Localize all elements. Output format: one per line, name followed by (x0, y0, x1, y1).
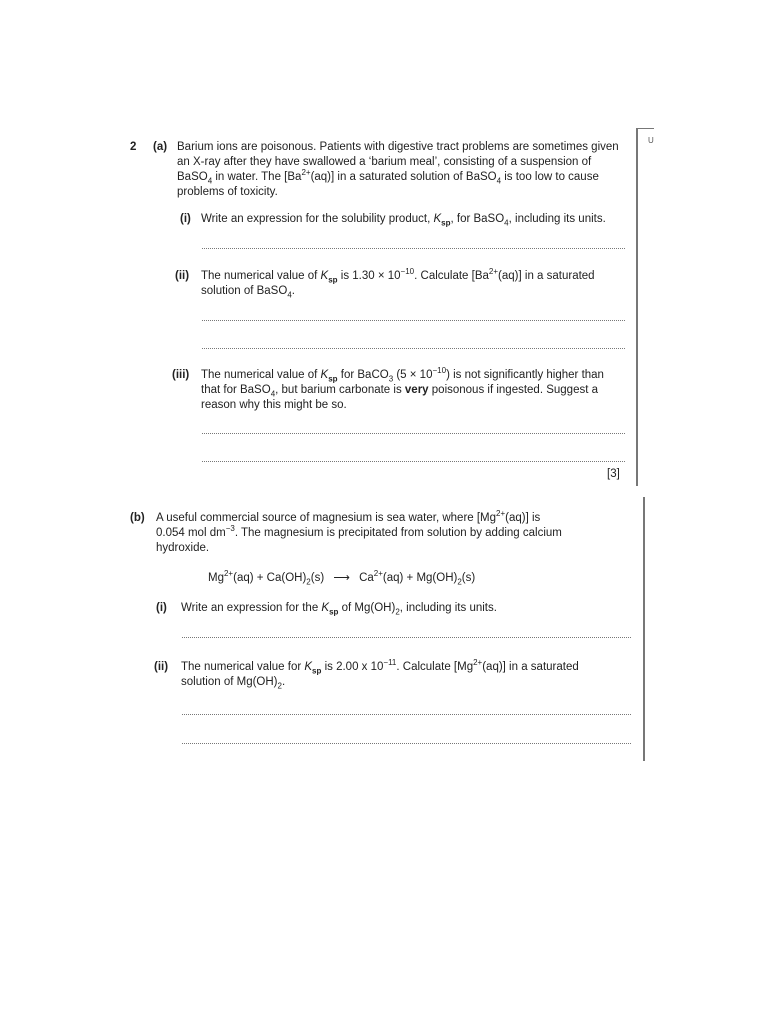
answer-line-a-i[interactable] (202, 248, 625, 249)
part-a-iii-label: (iii) (172, 369, 190, 381)
part-a-intro (177, 140, 627, 200)
part-a-intro-line-3: BaSO$_4$ in water. The $[Ba^{2+}(aq)]$ in a saturated solution of BaSO$_4$ is too low to cause (177, 168, 599, 186)
reaction-arrow: ⟶ (333, 572, 350, 584)
answer-line-b-ii-2[interactable] (182, 743, 631, 744)
part-b-ii-label: (ii) (154, 661, 169, 673)
answer-line-b-i[interactable] (182, 637, 631, 638)
question-number: 2 (130, 141, 137, 153)
margin-tick (636, 128, 654, 129)
part-b-label: (b) (130, 512, 145, 524)
part-a-ii-text: The numerical value of $K_{sp}$ is $1.30 \times 10^{-10}$. Calculate $[Ba^{2+}(aq)]$ in a saturated solution of BaSO$_4$. (201, 267, 595, 300)
part-a-intro-line-2: an X-ray after they have swallowed a ‘barium meal’, consisting of a suspension of (177, 156, 592, 168)
part-a-intro-line-1: Barium ions are poisonous. Patients with digestive tract problems are sometimes given (177, 141, 619, 153)
answer-line-b-ii-1[interactable] (182, 714, 631, 715)
margin-note: U (648, 136, 654, 145)
part-a-i-text: Write an expression for the solubility product, $K_{sp}$, for BaSO$_4$, including its units. (201, 213, 606, 228)
part-b-intro: A useful commercial source of magnesium is sea water, where $[Mg^{2+}(aq)]$ is 0.054 mol $dm^{-3}$. The magnesium is precipitated from solution by adding calcium hydroxide. (156, 509, 562, 554)
part-a-i-label: (i) (180, 213, 191, 225)
part-b-ii-text: The numerical value for $K_{sp}$ is 2.00 x $10^{-11}$. Calculate $[Mg^{2+}(aq)]$ in a saturated solution of $Mg(OH)_2$. (181, 658, 579, 691)
answer-line-a-iii-1[interactable] (202, 433, 625, 434)
part-a-iii-text: The numerical value of $K_{sp}$ for BaCO$_3$ $(5 \times 10^{-10})$ is not significantly higher than that for BaSO$_4$, but barium carbonate is very poisonous if ingested. Suggest a reason why this might be so. (201, 366, 604, 411)
marks-a: [3] (607, 468, 620, 480)
part-a-ii-label: (ii) (175, 270, 190, 282)
reaction-equation: $Mg^{2+}(aq) + Ca(OH)_2(s)$ ⟶ $Ca^{2+}(aq) + Mg(OH)_2(s)$ (208, 569, 476, 587)
part-a-intro-line-4: problems of toxicity. (177, 186, 278, 198)
margin-line-bottom (643, 497, 645, 761)
answer-line-a-iii-2[interactable] (202, 461, 625, 462)
margin-line-top (636, 128, 638, 486)
part-b-i-text: Write an expression for the $K_{sp}$ of $Mg(OH)_2$, including its units. (181, 602, 497, 617)
answer-line-a-ii-1[interactable] (202, 320, 625, 321)
part-b-i-label: (i) (156, 602, 167, 614)
part-a-label: (a) (153, 141, 168, 153)
answer-line-a-ii-2[interactable] (202, 348, 625, 349)
